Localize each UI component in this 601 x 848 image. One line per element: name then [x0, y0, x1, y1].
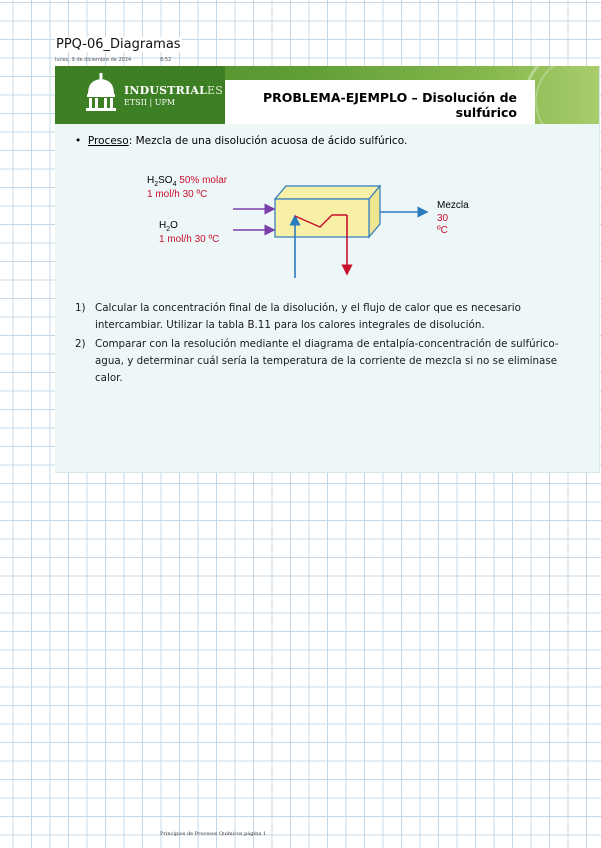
- process-text: : Mezcla de una disolución acuosa de ácido sulfúrico.: [128, 135, 408, 147]
- logo-sub: ETSII | UPM: [124, 98, 176, 107]
- logo-brand: INDUSTRIALES: [124, 84, 223, 97]
- page-title: PPQ-06_Diagramas: [56, 37, 181, 52]
- slide-image: [55, 66, 600, 473]
- question-list: [75, 300, 585, 389]
- slide-title: PROBLEMA-EJEMPLO – Disolución de sulfúrico: [262, 90, 517, 120]
- feed1-flow: 1 mol/h 30 ºC: [147, 189, 208, 200]
- bullet-icon: •: [75, 135, 82, 147]
- process-bullet: [75, 135, 407, 147]
- process-label: Proceso: [87, 135, 129, 147]
- outlet-name: Mezcla: [437, 200, 469, 211]
- feed2-formula: $H_2O$: [159, 220, 178, 233]
- page-time: 8:52: [160, 57, 172, 63]
- page-date: lunes, 9 de diciembre de 2024: [55, 57, 132, 63]
- question-item: 1) Calcular la concentración final de la disolución, y el flujo de calor que es necesario intercambiar. Utilizar la tabla B.11 para los calores integrales de disolución.: [75, 302, 521, 331]
- slide-banner: [55, 66, 599, 124]
- page-footer: Principios de Procesos Químicos página 1: [160, 831, 267, 837]
- feed1-formula: $H_2SO_4$ 50% molar: [147, 175, 228, 188]
- mixer-box-front: [275, 199, 369, 237]
- process-diagram: [135, 174, 469, 284]
- dome-logo-icon: [83, 72, 119, 112]
- question-item: 2) Comparar con la resolución mediante el diagrama de entalpía-concentración de sulfúrico-agua, y determinar cuál sería la temperatura de la corriente de mezcla si no se eliminase calor.: [75, 338, 559, 384]
- feed2-flow: 1 mol/h 30 ºC: [159, 234, 220, 245]
- mixer-box-top: [275, 186, 380, 199]
- outlet-temp: 30 ºC: [437, 213, 449, 236]
